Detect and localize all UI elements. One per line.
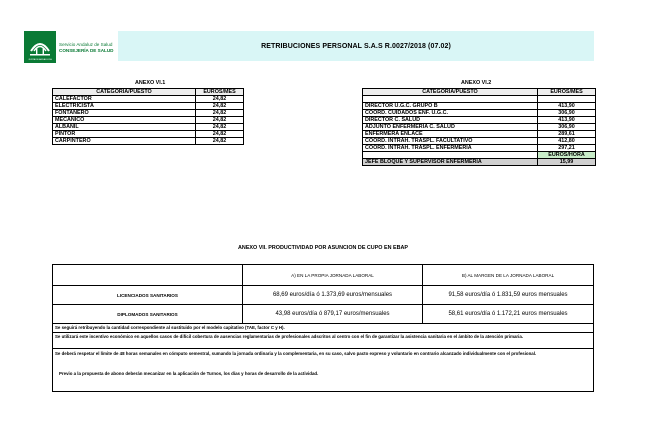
column-header: B) AL MARGEN DE LA JORNADA LABORAL: [461, 272, 555, 278]
category-cell: CALEFACTOR: [53, 96, 196, 103]
table-row: [363, 159, 596, 166]
amount-cell: 24,82: [196, 96, 244, 103]
note-row: [53, 333, 593, 349]
column-header: EUROS/MES: [538, 89, 596, 96]
column-header: EUROS/MES: [196, 89, 244, 96]
amount-cell: 412,80: [538, 138, 596, 145]
anexo1-title: ANEXO VI.1: [135, 80, 166, 86]
category-cell: MECANICO: [53, 117, 196, 124]
header-banner: [118, 31, 594, 61]
productividad-table: [52, 264, 594, 392]
category-cell: ELECTRICISTA: [53, 103, 196, 110]
table-row: [53, 138, 244, 145]
amount-cell: 15,99: [538, 159, 596, 166]
junta-andalucia-emblem-icon: [24, 31, 56, 63]
row-label: LICENCIADOS SANITARIOS: [53, 286, 243, 304]
category-cell: ADJUNTO ENFERMERIA C. SALUD: [363, 124, 538, 131]
table-row: [363, 103, 596, 110]
category-cell: ENFERMERA ENLACE: [363, 131, 538, 138]
amount-cell: 24,82: [196, 131, 244, 138]
category-cell: COORD. INTRAH. TRASPL. FACULTATIVO: [363, 138, 538, 145]
logo-text: [59, 42, 113, 54]
amount-cell: 306,90: [538, 124, 596, 131]
empty-cell: [363, 152, 538, 159]
empty-cell: [53, 265, 243, 285]
table-row: [53, 117, 244, 124]
amount-cell: 24,82: [196, 103, 244, 110]
category-cell: DIRECTOR C. SALUD: [363, 117, 538, 124]
table-header-row: [53, 89, 244, 96]
column-header: A) EN LA PROPIA JORNADA LABORAL: [243, 265, 423, 285]
amount-cell: [538, 96, 596, 103]
table-subheader-row: [363, 152, 596, 159]
table-row: [53, 286, 593, 305]
column-header: CATEGORIA/PUESTO: [363, 89, 538, 96]
category-cell: PINTOR: [53, 131, 196, 138]
table-row: [363, 117, 596, 124]
note-text: Previo a la propuesta de abono deberán mecanizar en la aplicación de Turnos, los días y horas de desarrollo de la actividad.: [59, 371, 319, 376]
logo-emblem-caption: JUNTA DE ANDALUCIA: [28, 59, 52, 61]
amount-cell: 289,61: [538, 131, 596, 138]
category-cell: FONTANERO: [53, 110, 196, 117]
column-header: CATEGORIA/PUESTO: [53, 89, 196, 96]
category-cell: CARPINTERO: [53, 138, 196, 145]
amount-cell: 24,82: [196, 117, 244, 124]
table-row: [53, 305, 593, 324]
amount-cell: 24,82: [196, 138, 244, 145]
table-header-row: [363, 89, 596, 96]
anexo2-table: [362, 88, 596, 166]
table-row: [363, 138, 596, 145]
logo-line1: Servicio Andaluz de Salud: [59, 42, 113, 47]
note-text: Se seguirá retribuyendo la cantidad correspondiente al sustituido por el modelo capitativo (TAE, factor C y H).: [55, 325, 285, 330]
note-row: [53, 324, 593, 333]
note-text: Se deberá respetar el límite de 48 horas semanales en cómputo semestral, sumando la jornada ordinaria y la complementaria, en su caso, salvo pacto expreso y voluntario en contrario alcanzado individualmente con el profesional.: [55, 351, 537, 356]
amount-cell: 413,90: [538, 117, 596, 124]
category-cell: COORD. INTRAH. TRASPL. ENFERMERIA: [363, 145, 538, 152]
note-block: [53, 349, 593, 391]
row-label: DIPLOMADOS SANITARIOS: [53, 305, 243, 323]
table-row: [53, 124, 244, 131]
table-row: [53, 103, 244, 110]
table-row: [363, 96, 596, 103]
table-row: [363, 124, 596, 131]
table-row: [363, 110, 596, 117]
productividad-title: ANEXO VII. PRODUCTIVIDAD POR ASUNCION DE CUPO EN EBAP: [238, 245, 408, 251]
amount-cell: 58,61 euros/día ó 1.172,21 euros mensuales: [448, 311, 568, 317]
page-title: RETRIBUCIONES PERSONAL S.A.S R.0027/2018 (07.02): [261, 42, 451, 50]
amount-cell: 24,82: [196, 110, 244, 117]
category-cell: COORD. CUIDADOS ENF. U.G.C.: [363, 110, 538, 117]
logo-line2: CONSEJERÍA DE SALUD: [59, 48, 114, 53]
amount-cell: 43,98 euros/día ó 879,17 euros/mensuales: [243, 305, 423, 323]
table-header-row: [53, 265, 593, 286]
amount-cell: 68,69 euros/día ó 1.373,69 euros/mensuales: [243, 286, 423, 304]
amount-cell: 413,90: [538, 103, 596, 110]
amount-cell: 91,58 euros/día ó 1.831,59 euros mensuales: [448, 292, 568, 298]
amount-cell: 297,21: [538, 145, 596, 152]
category-cell: JEFE BLOQUE Y SUPERVISOR ENFERMERIA: [363, 159, 538, 166]
anexo2-title: ANEXO VI.2: [461, 80, 492, 86]
table-row: [53, 96, 244, 103]
amount-cell: 24,82: [196, 124, 244, 131]
note-text: Se utilizará este incentivo económico en aquellos casos de difícil cobertura de ausencias reglamentarias de profesionales adscritos al centro con el fin de garantizar la asistencia sanitaria en el ámbito de la atención primaria.: [55, 334, 524, 339]
category-cell: DIRECTOR U.G.C. GRUPO B: [363, 103, 538, 110]
anexo1-table: [52, 88, 244, 145]
table-row: [53, 110, 244, 117]
table-row: [363, 131, 596, 138]
table-row: [363, 145, 596, 152]
euros-hora-header: EUROS/HORA: [538, 152, 596, 159]
category-cell: [363, 96, 538, 103]
category-cell: ALBAÑIL: [53, 124, 196, 131]
amount-cell: 306,90: [538, 110, 596, 117]
logo: [24, 31, 118, 63]
table-row: [53, 131, 244, 138]
